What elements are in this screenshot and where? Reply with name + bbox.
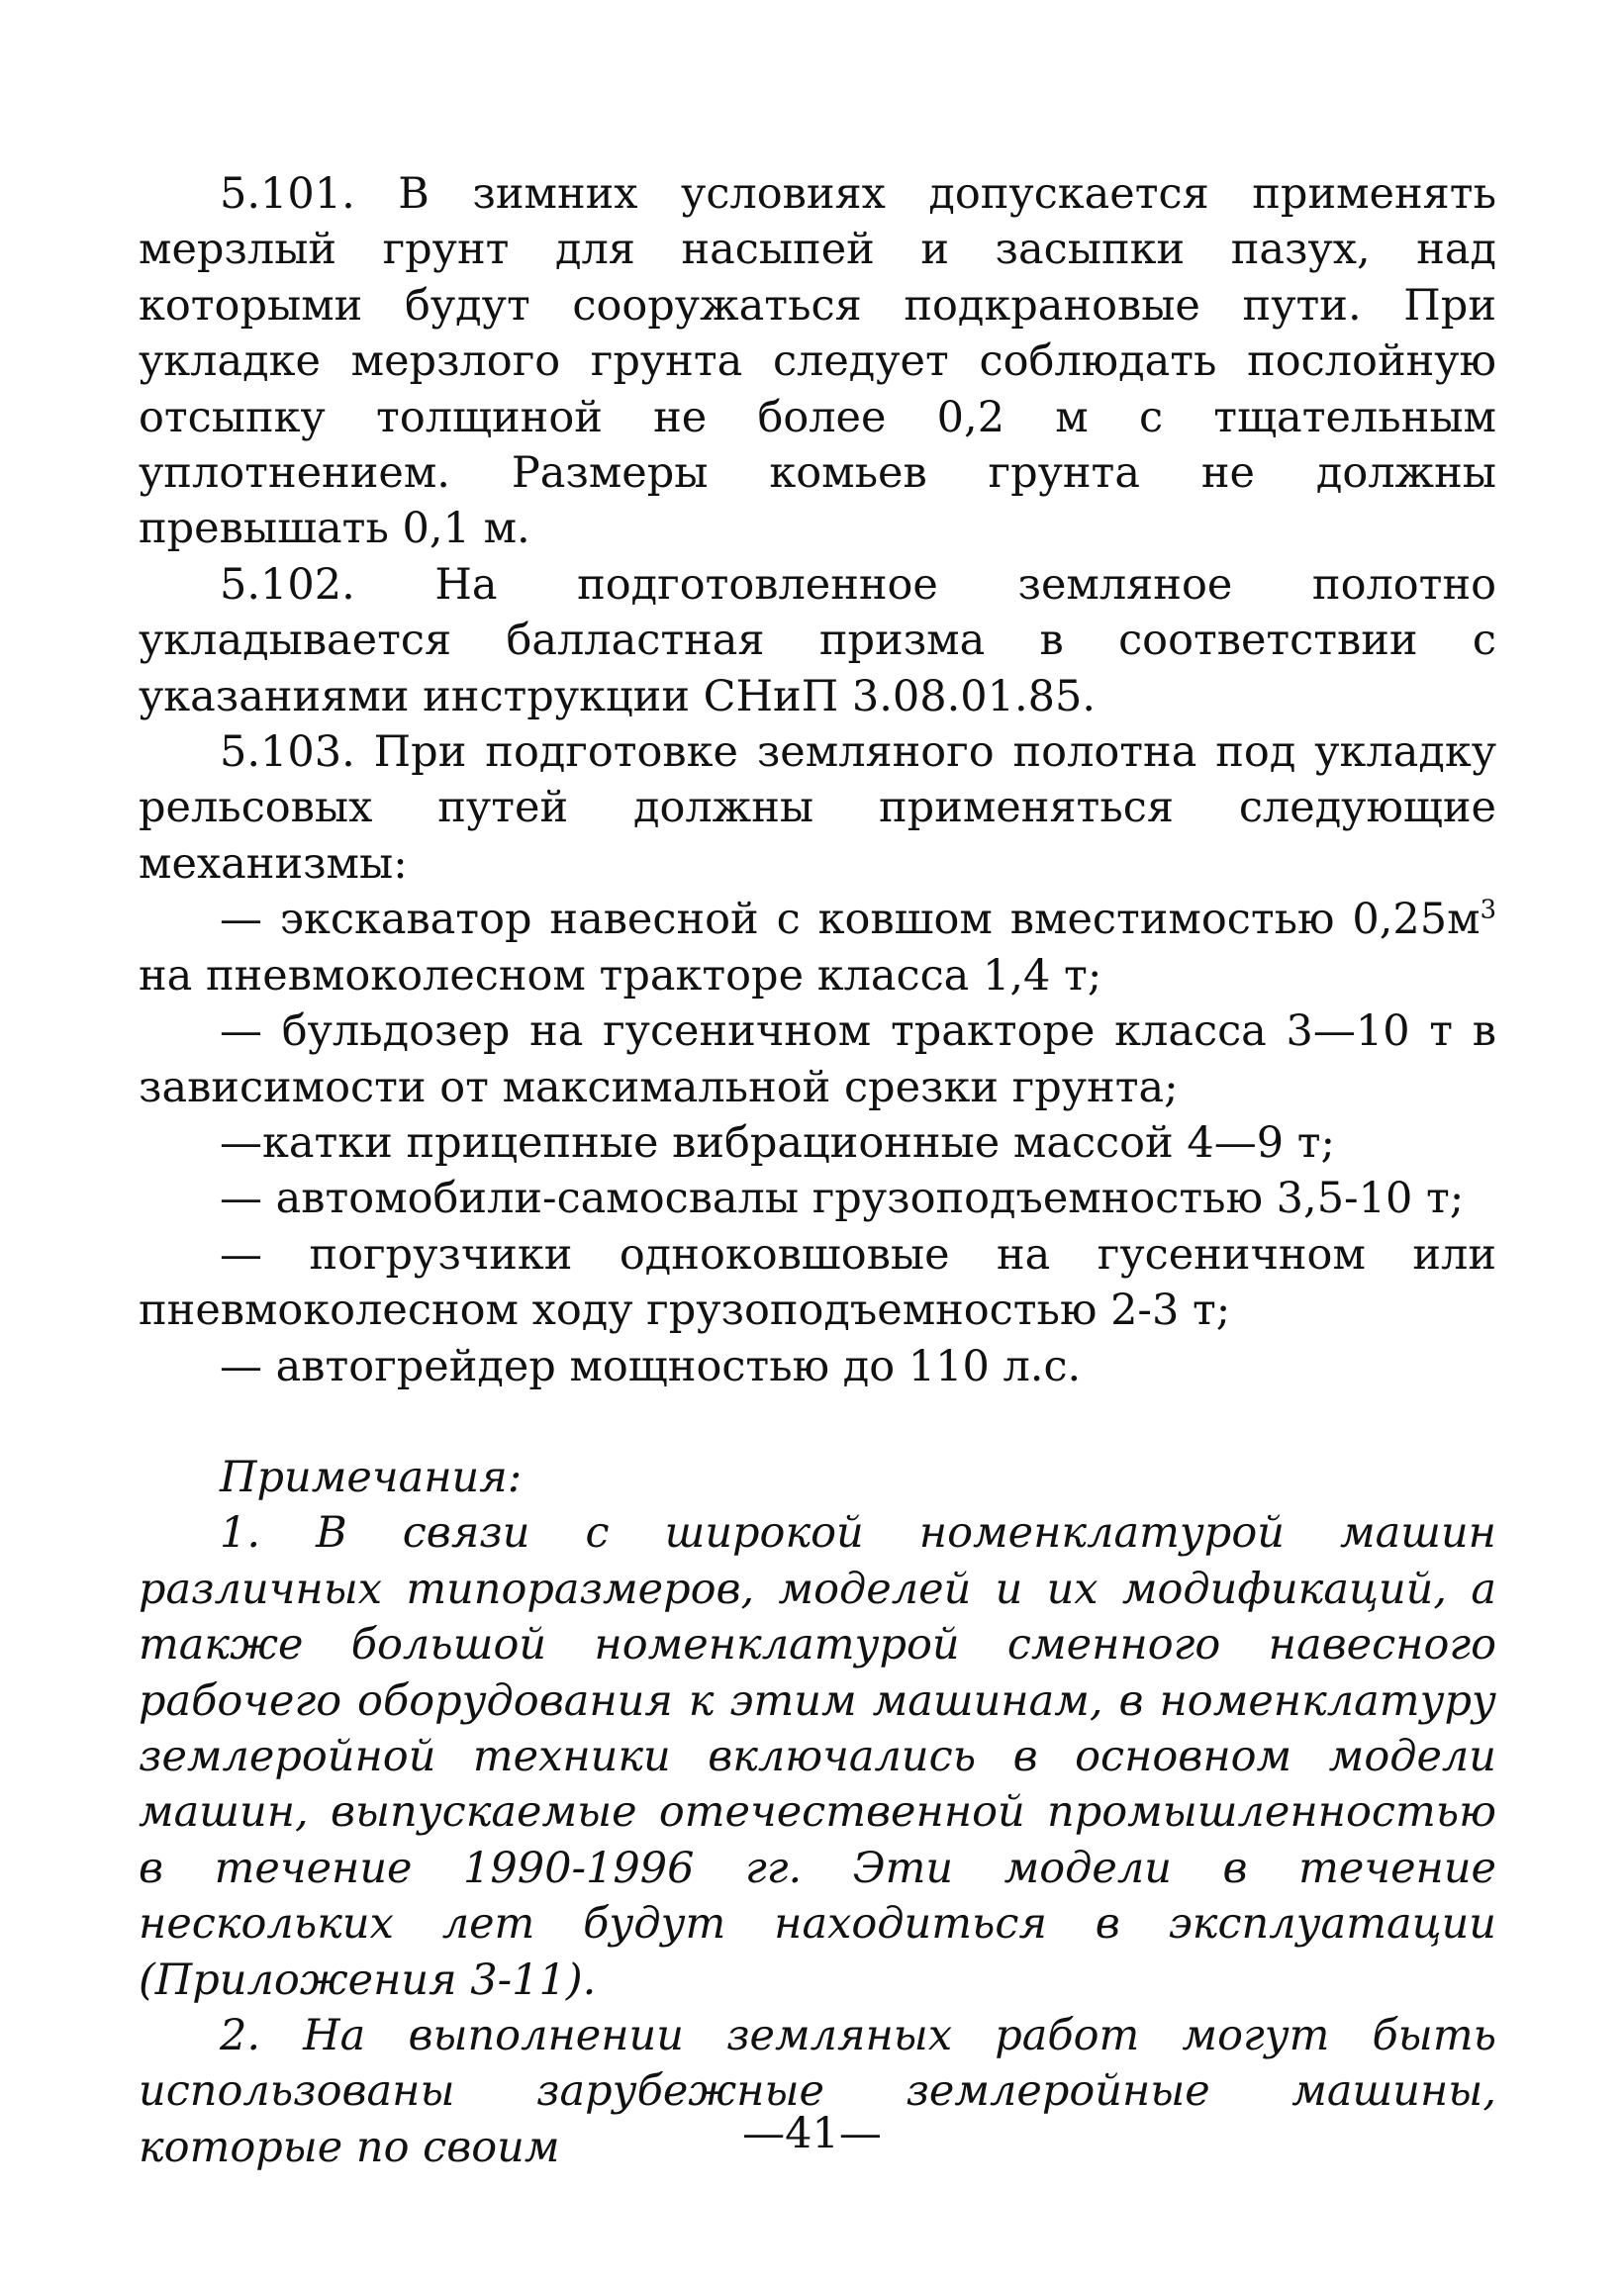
paragraph-5-102: 5.102. На подготовленное земляное полотно укладывается балластная призма в соответствии с указаниями инструкции СНиП 3.08.01.85.: [139, 559, 1496, 721]
excavator-text-end: на пневмоколесном тракторе класса 1,4 т;: [139, 950, 1102, 1001]
list-item-loaders: — погрузчики одноковшовые на гусеничном или пневмоколесном ходу грузоподъемностью 2-3 т;: [139, 1229, 1496, 1336]
superscript-cubic: 3: [1480, 895, 1496, 925]
page-body: [139, 166, 1496, 2175]
notes-heading: Примечания:: [220, 1452, 523, 1502]
excavator-text-start: — экскаватор навесной с ковшом вместимостью 0,25м: [220, 895, 1481, 945]
machines-list: [139, 892, 1496, 1394]
note-1: 1. В связи с широкой номенклатурой машин различных типоразмеров, моделей и их модификаций, а также большой номенклатурой сменного навесного рабочего оборудования к этим машинам, в номенклатуру землеройной техники включались в основном модели машин, выпускаемые отечественной промышленностью в течение 1990-1996 гг. Эти модели в течение нескольких лет будут находиться в эксплуатации (Приложения 3-11).: [139, 1508, 1496, 2005]
list-item-dump-trucks: — автомобили-самосвалы грузоподъемностью 3,5-10 т;: [220, 1174, 1465, 1224]
list-item-grader: — автогрейдер мощностью до 110 л.с.: [220, 1341, 1082, 1391]
notes-section: [139, 1450, 1496, 2175]
list-item-bulldozer: — бульдозер на гусеничном тракторе класса 3—10 т в зависимости от максимальной срезки грунта;: [139, 1006, 1496, 1112]
paragraph-5-103: 5.103. При подготовке земляного полотна под укладку рельсовых путей должны применяться следующие механизмы:: [139, 727, 1496, 889]
note-2: 2. На выполнении земляных работ могут быть использованы зарубежные землеройные машины, которые по своим: [139, 2011, 1496, 2172]
paragraph-5-101: 5.101. В зимних условиях допускается применять мерзлый грунт для насыпей и засыпки пазух, над которыми будут сооружаться подкрановые пути. При укладке мерзлого грунта следует соблюдать послойную отсыпку толщиной не более 0,2 м с тщательным уплотнением. Размеры комьев грунта не должны превышать 0,1 м.: [139, 169, 1496, 554]
list-item-excavator: [139, 892, 1496, 1003]
list-item-rollers: —катки прицепные вибрационные массой 4—9 т;: [220, 1117, 1336, 1168]
page-number: —41—: [742, 2109, 882, 2158]
